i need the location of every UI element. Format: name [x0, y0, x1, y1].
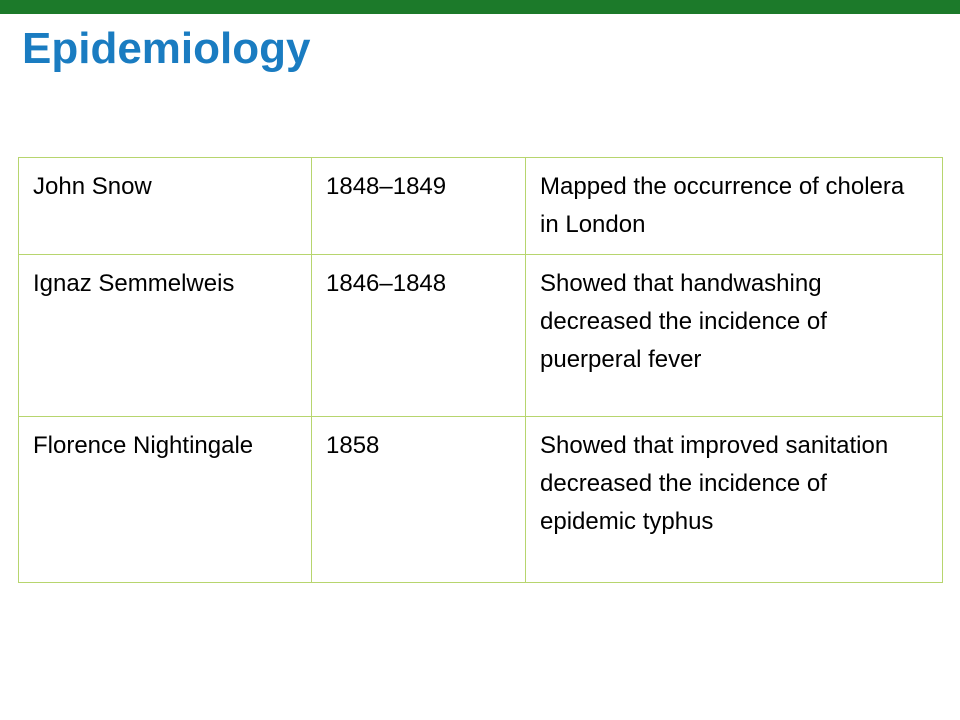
cell-years: 1848–1849: [312, 158, 526, 255]
table-row: [19, 158, 943, 255]
table-row: [19, 255, 943, 417]
table-row: [19, 417, 943, 583]
cell-contribution: Showed that handwashing decreased the incidence of puerperal fever: [526, 255, 943, 417]
cell-years: 1846–1848: [312, 255, 526, 417]
cell-name: Florence Nightingale: [19, 417, 312, 583]
cell-contribution: Mapped the occurrence of cholera in London: [526, 158, 943, 255]
cell-name: Ignaz Semmelweis: [19, 255, 312, 417]
epidemiology-table: [18, 157, 943, 583]
cell-name: John Snow: [19, 158, 312, 255]
cell-years: 1858: [312, 417, 526, 583]
slide-title: Epidemiology: [22, 24, 311, 73]
cell-contribution: Showed that improved sanitation decreased the incidence of epidemic typhus: [526, 417, 943, 583]
top-accent-bar: [0, 0, 960, 14]
